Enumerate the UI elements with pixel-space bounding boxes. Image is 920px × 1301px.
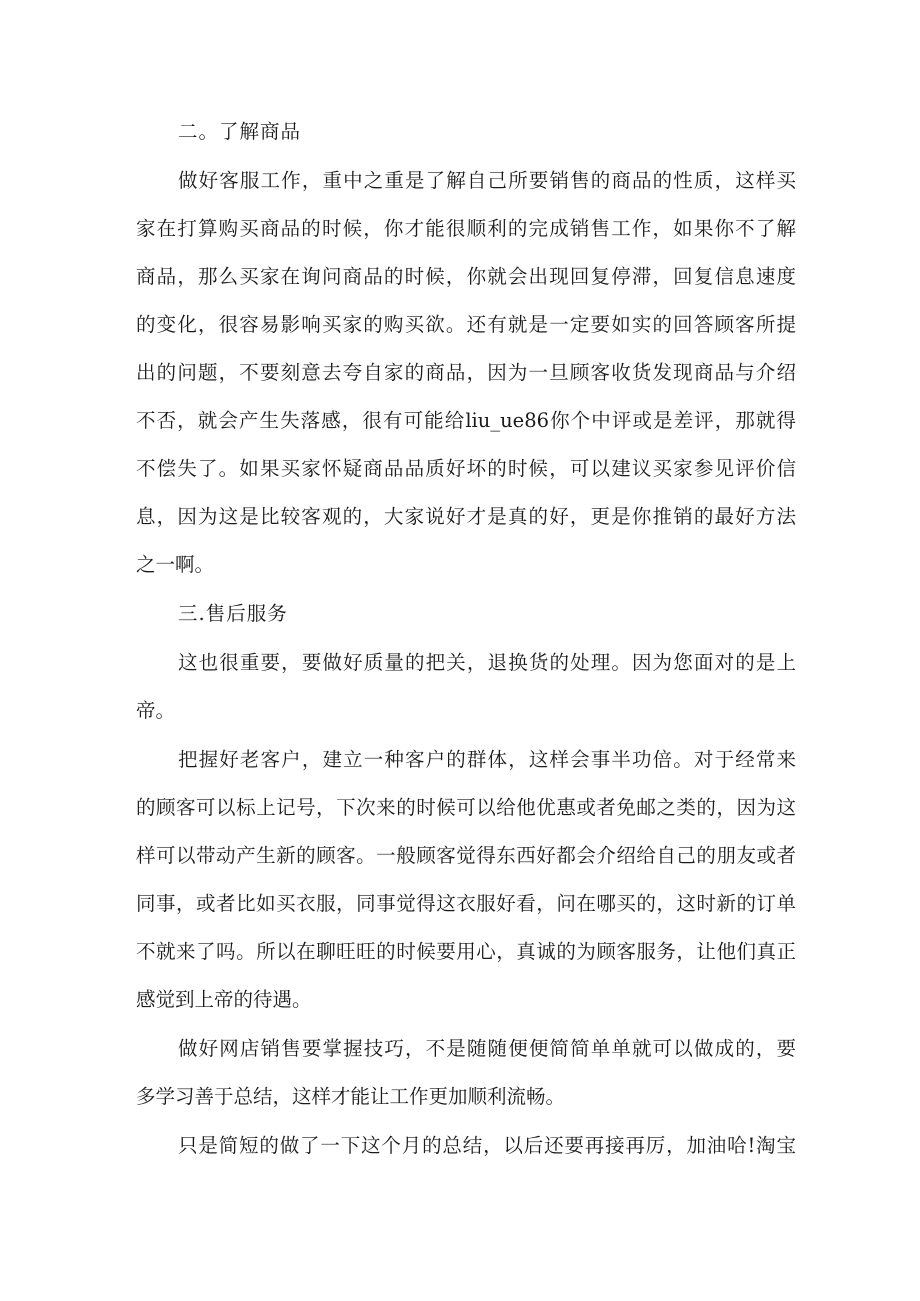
section-heading-understand-products: 二。了解商品 — [178, 120, 302, 143]
paragraph-line: 多学习善于总结，这样才能让工作更加顺利流畅。 — [136, 1085, 566, 1108]
paragraph-line: 做好网店销售要掌握技巧，不是随随便便简简单单就可以做成的，要 — [178, 1037, 796, 1060]
paragraph-line: 出的问题，不要刻意去夸自家的商品，因为一旦顾客收货发现商品与介绍 — [136, 361, 796, 384]
paragraph-line: 不就来了吗。所以在聊旺旺的时候要用心，真诚的为顾客服务，让他们真正 — [136, 940, 796, 963]
paragraph-line: 这也很重要，要做好质量的把关，退换货的处理。因为您面对的是上 — [178, 651, 796, 674]
paragraph-line: 家在打算购买商品的时候，你才能很顺利的完成销售工作，如果你不了解 — [136, 217, 796, 240]
paragraph-line: 感觉到上帝的待遇。 — [136, 988, 312, 1011]
paragraph-line: 不偿失了。如果买家怀疑商品品质好坏的时候，可以建议买家参见评价信 — [136, 457, 796, 480]
paragraph-line: 只是简短的做了一下这个月的总结，以后还要再接再厉，加油哈!淘宝 — [178, 1134, 796, 1157]
paragraph-line: 帝。 — [136, 699, 176, 722]
paragraph-line: 把握好老客户，建立一种客户的群体，这样会事半功倍。对于经常来 — [178, 748, 796, 771]
paragraph-line: 的顾客可以标上记号，下次来的时候可以给他优惠或者免邮之类的，因为这 — [136, 796, 796, 819]
paragraph-line: 样可以带动产生新的顾客。一般顾客觉得东西好都会介绍给自己的朋友或者 — [136, 844, 796, 867]
paragraph-line: 不否，就会产生失落感，很有可能给liu_ue86你个中评或是差评，那就得 — [136, 409, 796, 432]
paragraph-line: 做好客服工作，重中之重是了解自己所要销售的商品的性质，这样买 — [178, 169, 796, 192]
paragraph-line: 息，因为这是比较客观的，大家说好才是真的好，更是你推销的最好方法 — [136, 505, 796, 528]
section-heading-after-sales-service: 三.售后服务 — [178, 602, 288, 625]
paragraph-line: 的变化，很容易影响买家的购买欲。还有就是一定要如实的回答顾客所提 — [136, 313, 796, 336]
paragraph-line: 商品，那么买家在询问商品的时候，你就会出现回复停滞，回复信息速度 — [136, 265, 796, 288]
paragraph-line: 之一啊。 — [136, 553, 215, 576]
paragraph-line: 同事，或者比如买衣服，同事觉得这衣服好看，问在哪买的，这时新的订单 — [136, 892, 796, 915]
